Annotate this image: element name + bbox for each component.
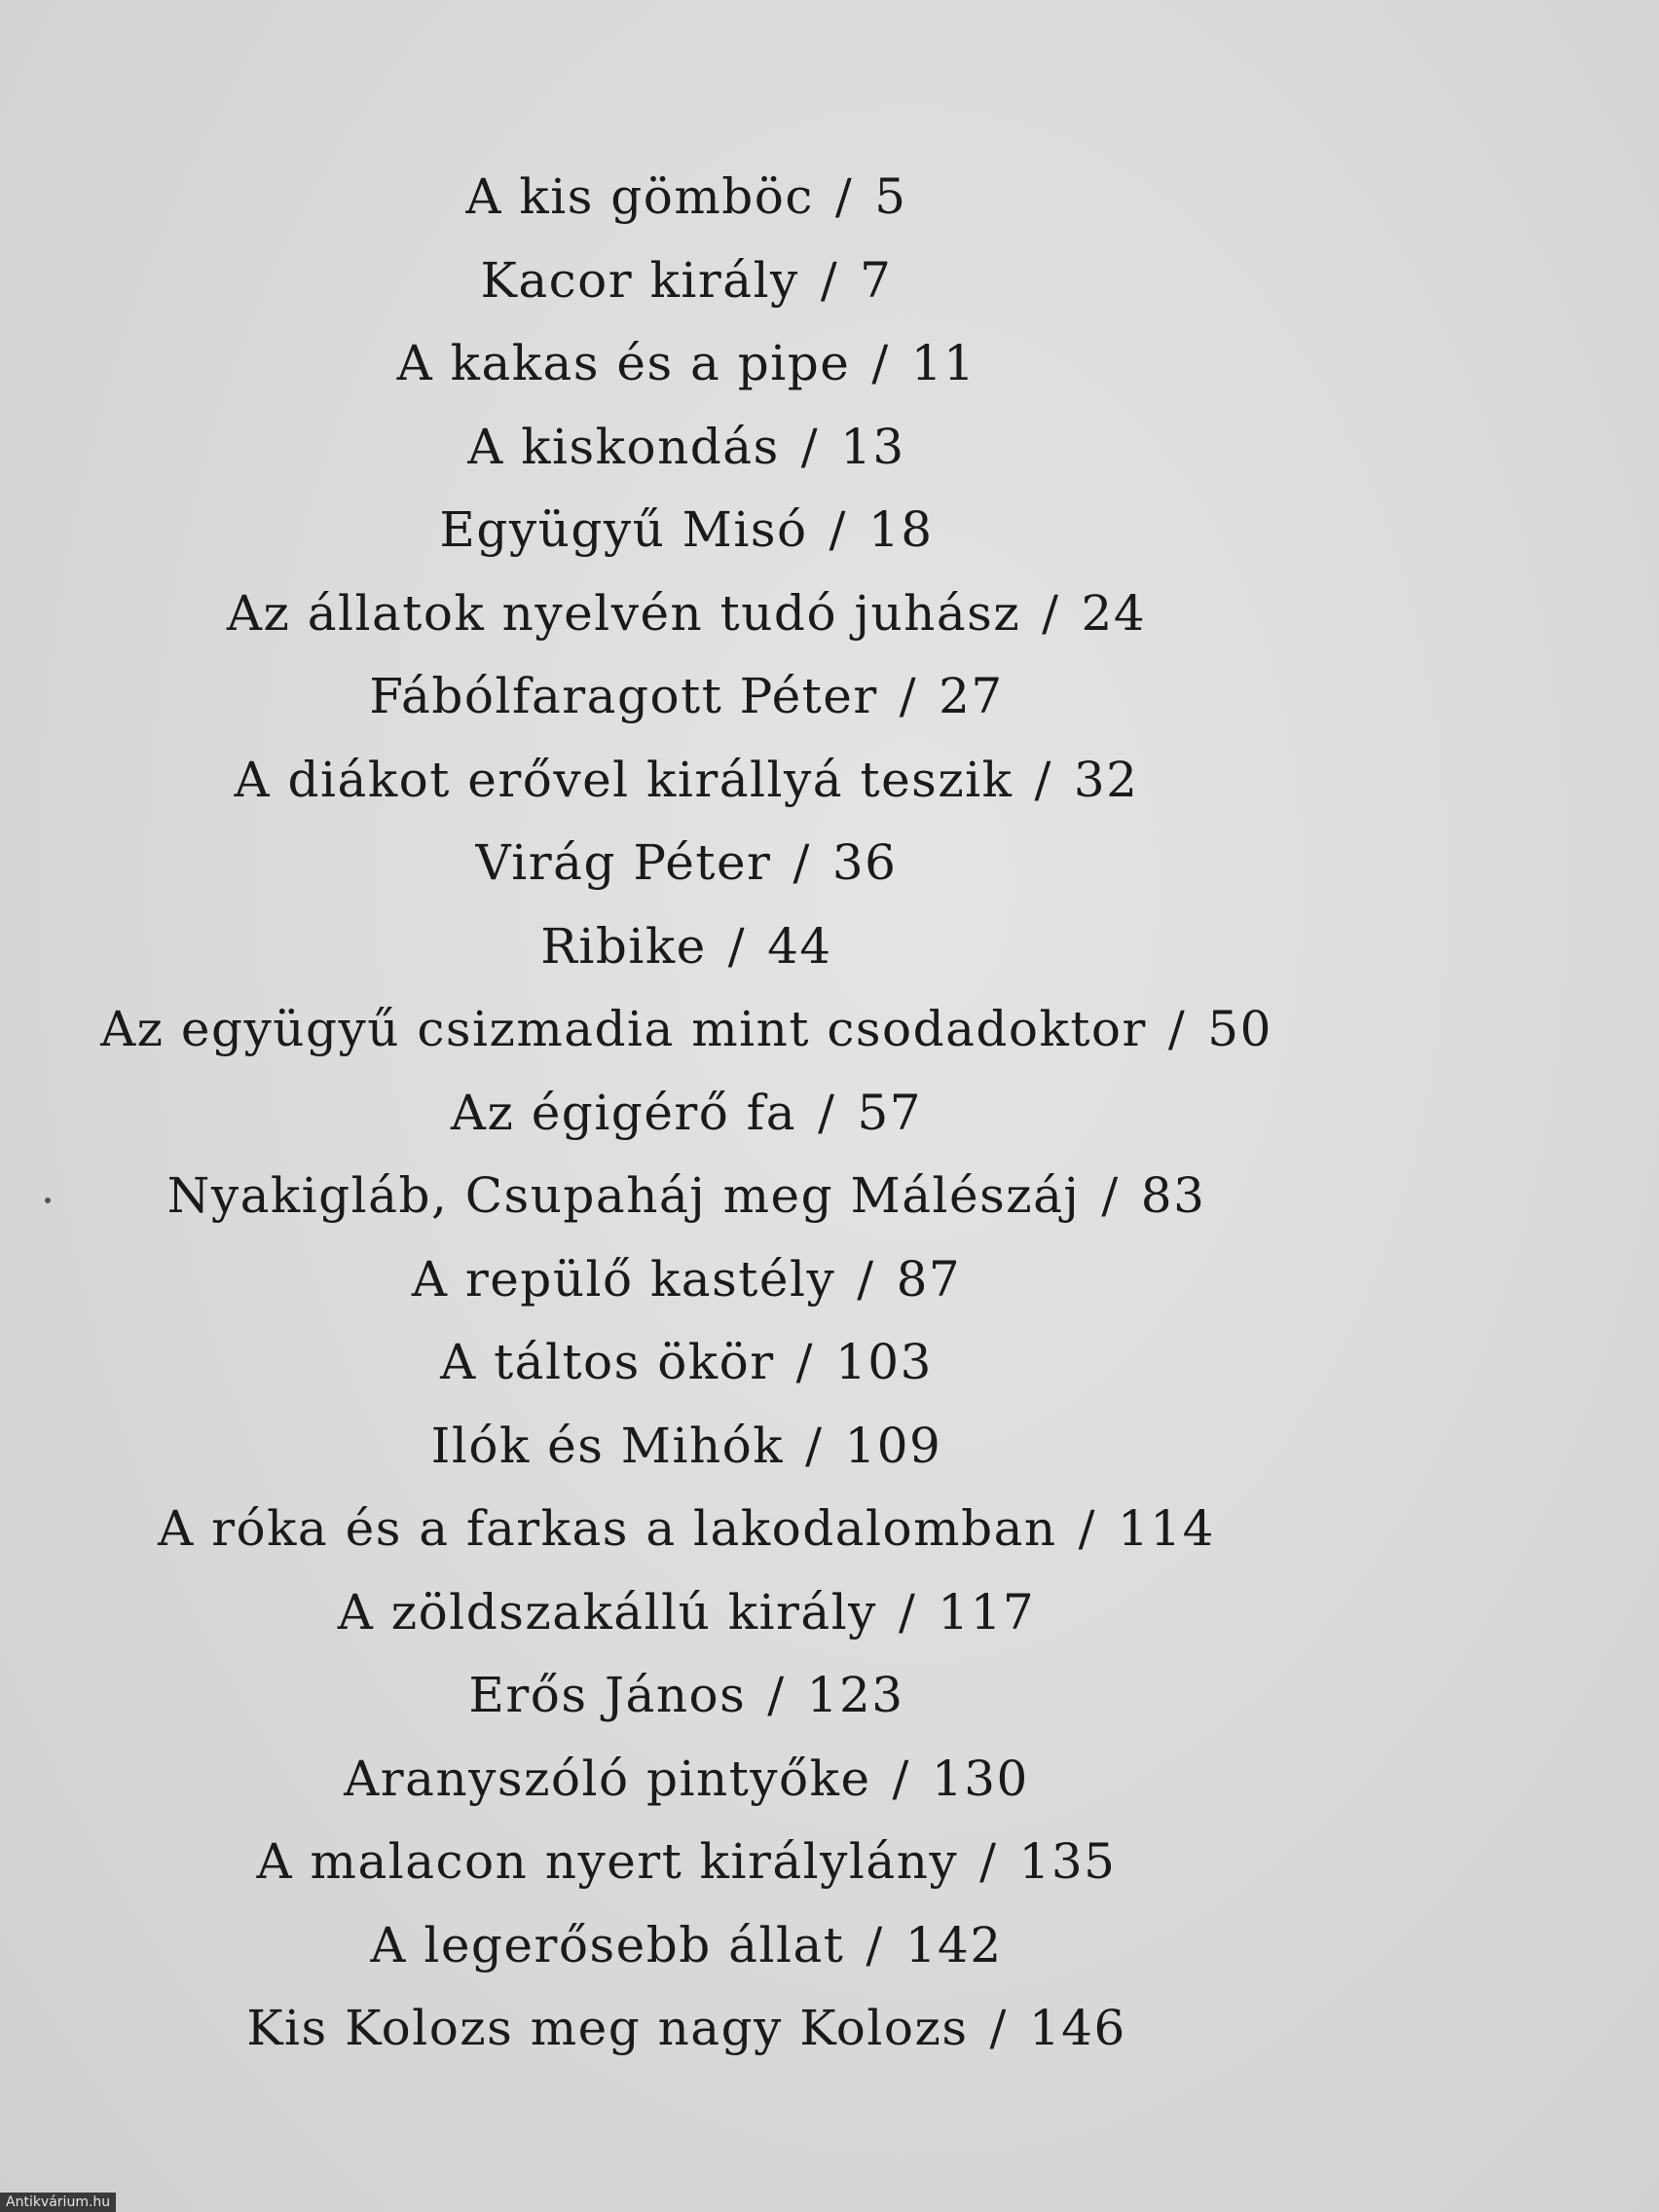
entry-title: Nyakigláb, Csupaháj meg Málészáj bbox=[166, 1167, 1081, 1224]
entry-separator: / bbox=[829, 501, 847, 558]
entry-page-number: 109 bbox=[844, 1417, 942, 1474]
toc-entry bbox=[0, 905, 1373, 989]
entry-title: A kis gömböc bbox=[465, 168, 814, 225]
entry-title: A malacon nyert királylány bbox=[256, 1833, 959, 1890]
entry-page-number: 50 bbox=[1207, 1001, 1272, 1057]
toc-entry bbox=[0, 1488, 1373, 1571]
entry-page-number: 135 bbox=[1018, 1833, 1117, 1890]
toc-entry bbox=[0, 1571, 1373, 1655]
entry-title: A róka és a farkas a lakodalomban bbox=[158, 1500, 1057, 1557]
entry-separator: / bbox=[1042, 584, 1060, 642]
entry-separator: / bbox=[898, 1583, 917, 1641]
entry-title: Kacor király bbox=[480, 251, 799, 309]
entry-title: Ilók és Mihók bbox=[430, 1417, 785, 1474]
entry-separator: / bbox=[795, 1334, 814, 1390]
entry-page-number: 130 bbox=[931, 1750, 1029, 1807]
toc-entry bbox=[0, 240, 1373, 323]
toc-entry bbox=[0, 322, 1373, 406]
entry-page-number: 83 bbox=[1140, 1167, 1206, 1224]
entry-separator: / bbox=[899, 668, 918, 724]
entry-page-number: 5 bbox=[874, 168, 907, 225]
entry-separator: / bbox=[767, 1667, 786, 1723]
entry-page-number: 24 bbox=[1081, 584, 1147, 642]
toc-entry bbox=[0, 739, 1373, 823]
entry-title: Az állatok nyelvén tudó juhász bbox=[226, 584, 1021, 642]
entry-title: Az égigérő fa bbox=[450, 1084, 797, 1141]
entry-title: Együgyű Misó bbox=[439, 501, 808, 558]
table-of-contents bbox=[0, 156, 1373, 2071]
entry-separator: / bbox=[892, 1750, 910, 1807]
entry-page-number: 44 bbox=[767, 917, 832, 975]
entry-page-number: 11 bbox=[910, 335, 977, 391]
entry-separator: / bbox=[727, 917, 747, 975]
paper-speck bbox=[45, 1198, 51, 1203]
entry-title: Erős János bbox=[468, 1667, 747, 1723]
entry-page-number: 87 bbox=[896, 1250, 962, 1308]
watermark: Antikvárium.hu bbox=[0, 2193, 116, 2212]
entry-page-number: 7 bbox=[860, 251, 893, 309]
toc-entry bbox=[0, 1321, 1373, 1405]
entry-page-number: 123 bbox=[806, 1667, 904, 1723]
toc-entry bbox=[0, 1738, 1373, 1822]
entry-separator: / bbox=[1078, 1500, 1096, 1557]
entry-separator: / bbox=[834, 168, 854, 225]
entry-page-number: 103 bbox=[834, 1334, 933, 1390]
entry-separator: / bbox=[1101, 1167, 1120, 1224]
entry-title: A kakas és a pipe bbox=[396, 335, 851, 391]
entry-page-number: 142 bbox=[904, 1916, 1003, 1973]
entry-title: A repülő kastély bbox=[411, 1250, 836, 1308]
entry-page-number: 146 bbox=[1028, 2000, 1126, 2056]
entry-separator: / bbox=[871, 335, 890, 391]
entry-title: A zöldszakállú király bbox=[337, 1583, 877, 1641]
entry-page-number: 117 bbox=[938, 1583, 1036, 1641]
entry-title: A legerősebb állat bbox=[370, 1916, 845, 1973]
entry-page-number: 57 bbox=[857, 1084, 923, 1141]
toc-entry bbox=[0, 156, 1373, 240]
entry-separator: / bbox=[979, 1833, 998, 1890]
toc-entry bbox=[0, 1405, 1373, 1489]
entry-title: A diákot erővel királlyá teszik bbox=[234, 751, 1014, 808]
toc-entry bbox=[0, 572, 1373, 656]
entry-page-number: 114 bbox=[1117, 1500, 1215, 1557]
entry-separator: / bbox=[866, 1916, 884, 1973]
toc-entry bbox=[0, 406, 1373, 490]
entry-page-number: 27 bbox=[939, 668, 1004, 724]
entry-separator: / bbox=[805, 1417, 824, 1474]
entry-title: Aranyszóló pintyőke bbox=[344, 1750, 871, 1807]
entry-title: Ribike bbox=[540, 917, 707, 975]
toc-entry bbox=[0, 1904, 1373, 1988]
entry-title: Fábólfaragott Péter bbox=[369, 668, 878, 724]
entry-separator: / bbox=[1167, 1001, 1187, 1057]
entry-title: Az együgyű csizmadia mint csodadoktor bbox=[100, 1001, 1147, 1057]
toc-entry bbox=[0, 1821, 1373, 1904]
toc-entry bbox=[0, 489, 1373, 572]
toc-entry bbox=[0, 1155, 1373, 1238]
entry-separator: / bbox=[793, 834, 811, 891]
entry-title: A kiskondás bbox=[467, 418, 780, 475]
entry-page-number: 36 bbox=[831, 834, 898, 891]
toc-entry bbox=[0, 1654, 1373, 1738]
entry-page-number: 32 bbox=[1073, 751, 1139, 808]
entry-separator: / bbox=[820, 251, 839, 309]
toc-entry bbox=[0, 1072, 1373, 1156]
entry-title: A táltos ökör bbox=[440, 1334, 775, 1390]
toc-entry bbox=[0, 655, 1373, 739]
toc-entry bbox=[0, 822, 1373, 905]
entry-title: Kis Kolozs meg nagy Kolozs bbox=[246, 2000, 969, 2056]
entry-separator: / bbox=[989, 2000, 1008, 2056]
entry-page-number: 13 bbox=[840, 418, 905, 475]
toc-entry bbox=[0, 988, 1373, 1072]
entry-separator: / bbox=[818, 1084, 836, 1141]
entry-page-number: 18 bbox=[868, 501, 934, 558]
entry-separator: / bbox=[1034, 751, 1052, 808]
entry-title: Virág Péter bbox=[475, 834, 772, 891]
toc-entry bbox=[0, 1238, 1373, 1322]
entry-separator: / bbox=[857, 1250, 875, 1308]
toc-entry bbox=[0, 1987, 1373, 2071]
entry-separator: / bbox=[800, 418, 820, 475]
